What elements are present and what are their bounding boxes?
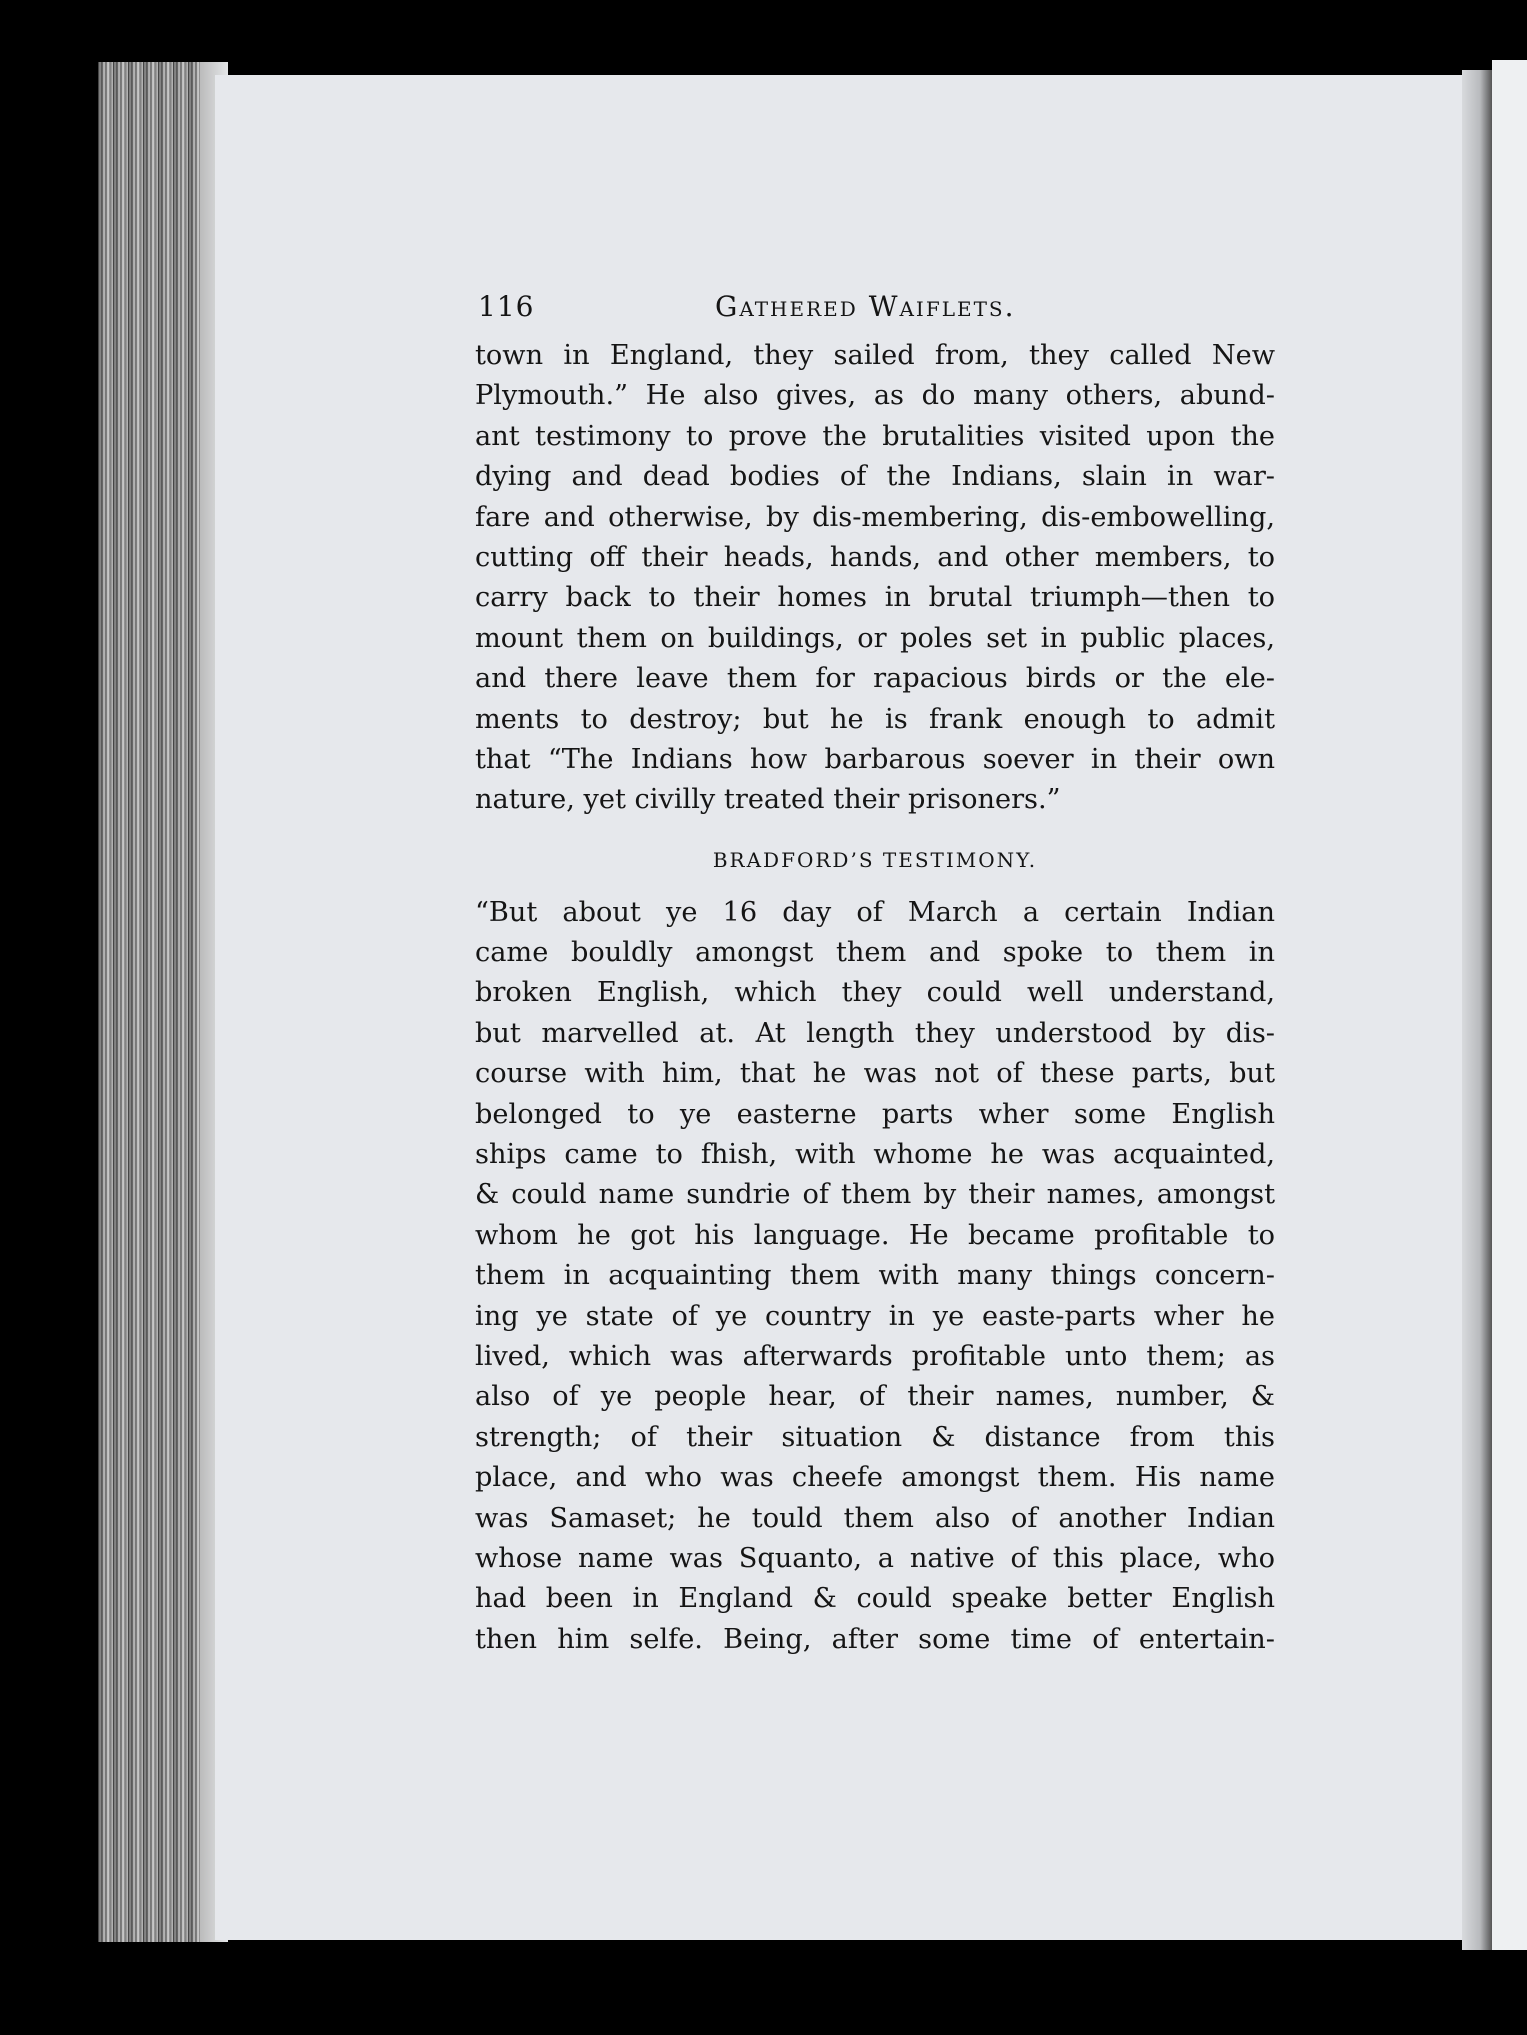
text-line: came bouldly amongst them and spoke to them in — [475, 937, 1275, 969]
section-heading: BRADFORD’S TESTIMONY. — [712, 847, 1038, 872]
text-line: carry back to their homes in brutal triumph—then to — [475, 582, 1275, 614]
page-stack-edges — [98, 62, 228, 1942]
text-line: course with him, that he was not of these parts, but — [475, 1058, 1275, 1090]
text-line: place, and who was cheefe amongst them. His name — [475, 1462, 1275, 1494]
text-line: dying and dead bodies of the Indians, slain in war- — [475, 461, 1275, 493]
text-line: then him selfe. Being, after some time of entertain- — [475, 1623, 1275, 1655]
text-line: was Samaset; he tould them also of another Indian — [475, 1502, 1275, 1534]
text-line: ant testimony to prove the brutalities visited upon the — [475, 420, 1275, 452]
page-text-block — [475, 290, 1275, 1660]
text-line: lived, which was afterwards profitable unto them; as — [475, 1340, 1275, 1372]
text-line: town in England, they sailed from, they called New — [475, 340, 1275, 371]
text-line: “But about ye 16 day of March a certain Indian — [475, 896, 1275, 928]
text-line: ships came to fhish, with whome he was acquainted, — [475, 1139, 1275, 1171]
text-line: fare and otherwise, by dis-membering, dis-embowelling, — [475, 501, 1275, 533]
text-line: belonged to ye easterne parts wher some English — [475, 1098, 1275, 1130]
paragraph-1 — [475, 336, 1275, 821]
text-line: mount them on buildings, or poles set in public places, — [475, 622, 1275, 654]
gutter-shadow — [1462, 70, 1492, 1950]
text-line: had been in England & could speake better English — [475, 1583, 1275, 1615]
text-line: them in acquainting them with many things concern- — [475, 1260, 1275, 1292]
text-line: and there leave them for rapacious birds or the ele- — [475, 663, 1275, 695]
text-line: but marvelled at. At length they understood by dis- — [475, 1017, 1275, 1049]
text-line: strength; of their situation & distance from this — [475, 1421, 1275, 1453]
text-line: cutting off their heads, hands, and other members, to — [475, 541, 1275, 573]
text-line: ing ye state of ye country in ye easte-parts wher he — [475, 1300, 1275, 1332]
text-line: also of ye people hear, of their names, number, & — [475, 1381, 1275, 1413]
text-line: whom he got his language. He became profitable to — [475, 1219, 1275, 1251]
running-title: Gathered Waiflets. — [715, 290, 1016, 323]
running-head — [475, 290, 1275, 336]
text-line: broken English, which they could well understand, — [475, 977, 1275, 1009]
facing-page-edge — [1492, 60, 1527, 1950]
text-line: nature, yet civilly treated their prisoners.” — [475, 784, 1061, 816]
page-number: 116 — [478, 290, 535, 323]
text-line: Plymouth.” He also gives, as do many others, abund- — [475, 380, 1275, 412]
text-line: that “The Indians how barbarous soever in their own — [475, 743, 1275, 775]
paragraph-2 — [475, 893, 1275, 1660]
text-line: & could name sundrie of them by their names, amongst — [475, 1179, 1275, 1211]
text-line: whose name was Squanto, a native of this place, who — [475, 1542, 1275, 1574]
text-line: ments to destroy; but he is frank enough to admit — [475, 703, 1275, 735]
